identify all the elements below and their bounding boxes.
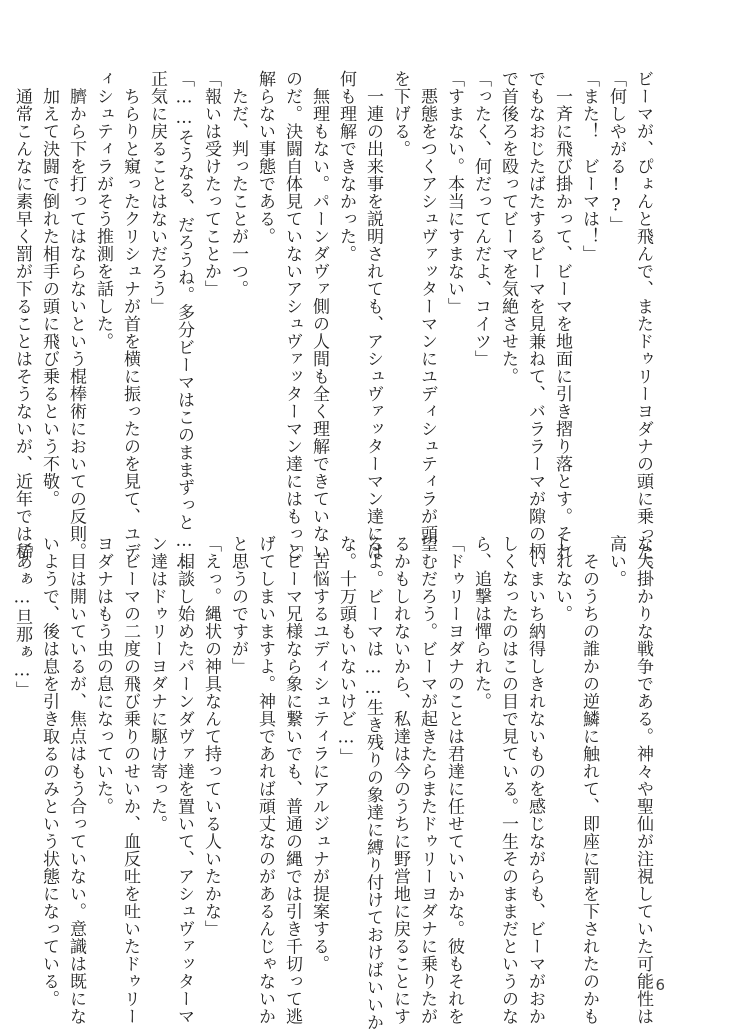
- text-line: 「ビーマ兄様なら象に繋いでも、普通の縄では引き千切って逃: [282, 535, 302, 1025]
- text-line: 望むだろう。ビーマが起きたらまたドゥリーヨダナに乗りたが: [417, 535, 437, 1025]
- text-line: 「報いは受けたってことか」: [201, 70, 221, 298]
- text-line: 一斉に飛び掛かって、ビーマを地面に引き摺り落とす。それ: [552, 70, 572, 560]
- text-line: そのうちの誰かの逆鱗に触れて、即座に罰を下されたのかも: [579, 535, 599, 1025]
- text-line: を下げる。: [390, 70, 410, 158]
- text-block-lower: [8, 535, 656, 1031]
- text-line: 何も理解できなかった。: [336, 70, 356, 263]
- text-line: 「すまない。本当にすまない」: [444, 70, 464, 315]
- text-line: と思うのですが」: [228, 535, 248, 675]
- text-line: しくなったのはこの目で見ている。一生そのままだというのな: [498, 535, 518, 1025]
- text-line: るかもしれないから、私達は今のうちに野営地に戻ることにす: [390, 535, 410, 1025]
- text-line: 相談し始めたパーンダヴァ達を置いて、アシュヴァッターマ: [174, 535, 194, 1025]
- text-line: ら、追撃は憚られた。: [471, 535, 491, 710]
- page-number: 6: [655, 976, 665, 994]
- text-line: ちらりと窺ったクリシュナが首を横に振ったのを見て、ユデ: [120, 70, 140, 560]
- text-line: ビーマの二度の飛び乗りのせいか、血反吐を吐いたドゥリー: [120, 535, 140, 1025]
- text-line: で首後ろを殴ってビーマを気絶させた。: [498, 70, 518, 385]
- text-line: いまいち納得しきれないものを感じながらも、ビーマがおか: [525, 535, 545, 1025]
- text-line: 「ったく、何だってんだよ、コイツ」: [471, 70, 491, 368]
- text-line: 「あぁ…旦那ぁ…」: [12, 535, 32, 699]
- text-line: ン達はドゥリーヨダナに駆け寄った。: [147, 535, 167, 833]
- text-line: 解らない事態である。: [255, 70, 275, 245]
- text-line: 「また！ ビーマは！」: [579, 70, 599, 263]
- text-line: るよ。ビーマは……生き残りの象達に縛り付けておけばいいか: [363, 535, 383, 1031]
- text-line: いようで、後は息を引き取るのみという状態になっている。: [39, 535, 59, 1008]
- text-line: 一連の出来事を説明されても、アシュヴァッターマン達には: [363, 70, 383, 560]
- text-line: 「何しやがる!?」: [606, 70, 626, 234]
- text-line: 悪態をつくアシュヴァッターマンにユディシュティラが頭: [417, 70, 437, 543]
- text-line: 無理もない。パーンダヴァ側の人間も全く理解できていない: [309, 70, 329, 560]
- text-line: 「……そうなる、だろうね。多分ビーマはこのままずっと……: [174, 70, 194, 572]
- text-line: のだ。決闘自体見ていないアシュヴァッターマン達にはもっと: [282, 70, 302, 560]
- text-line: 通常こんなに素早く罰が下ることはそうないが、近年では稀: [12, 70, 32, 560]
- text-line: ィシュティラがそう推測を話した。: [93, 70, 113, 350]
- text-line: な大掛かりな戦争である。神々や聖仙が注視していた可能性は: [633, 535, 653, 1025]
- text-line: 苦悩するユディシュティラにアルジュナが提案する。: [309, 535, 329, 973]
- text-line: ヨダナはもう虫の息になっていた。: [93, 535, 113, 815]
- text-line: しれない。: [552, 535, 572, 623]
- text-line: ビーマが、ぴょんと飛んで、またドゥリーヨダナの頭に乗った。: [633, 70, 653, 578]
- text-line: 「ドゥリーヨダナのことは君達に任せていいかな。彼もそれを: [444, 535, 464, 1025]
- text-line: 「えっ。縄状の神具なんて持っている人いたかな」: [201, 535, 221, 938]
- text-line: げてしまいますよ。神具であれば頑丈なのがあるんじゃないか: [255, 535, 275, 1025]
- text-line: ただ、判ったことが一つ。: [228, 70, 248, 298]
- text-line: 正気に戻ることはないだろう」: [147, 70, 167, 315]
- text-line: 高い。: [606, 535, 626, 588]
- text-line: 臍から下を打ってはならないという棍棒術においての反則。: [66, 70, 86, 560]
- text-line: 目は開いているが、焦点はもう合っていない。意識は既にな: [66, 535, 86, 1025]
- text-line: 加えて決闘で倒れた相手の頭に飛び乗るという不敬。: [39, 70, 59, 508]
- text-line: でもなおじたばたするビーマを見兼ねて、バララーマが隙の柄: [525, 70, 545, 560]
- text-line: な。十万頭もいないけど…」: [336, 535, 356, 766]
